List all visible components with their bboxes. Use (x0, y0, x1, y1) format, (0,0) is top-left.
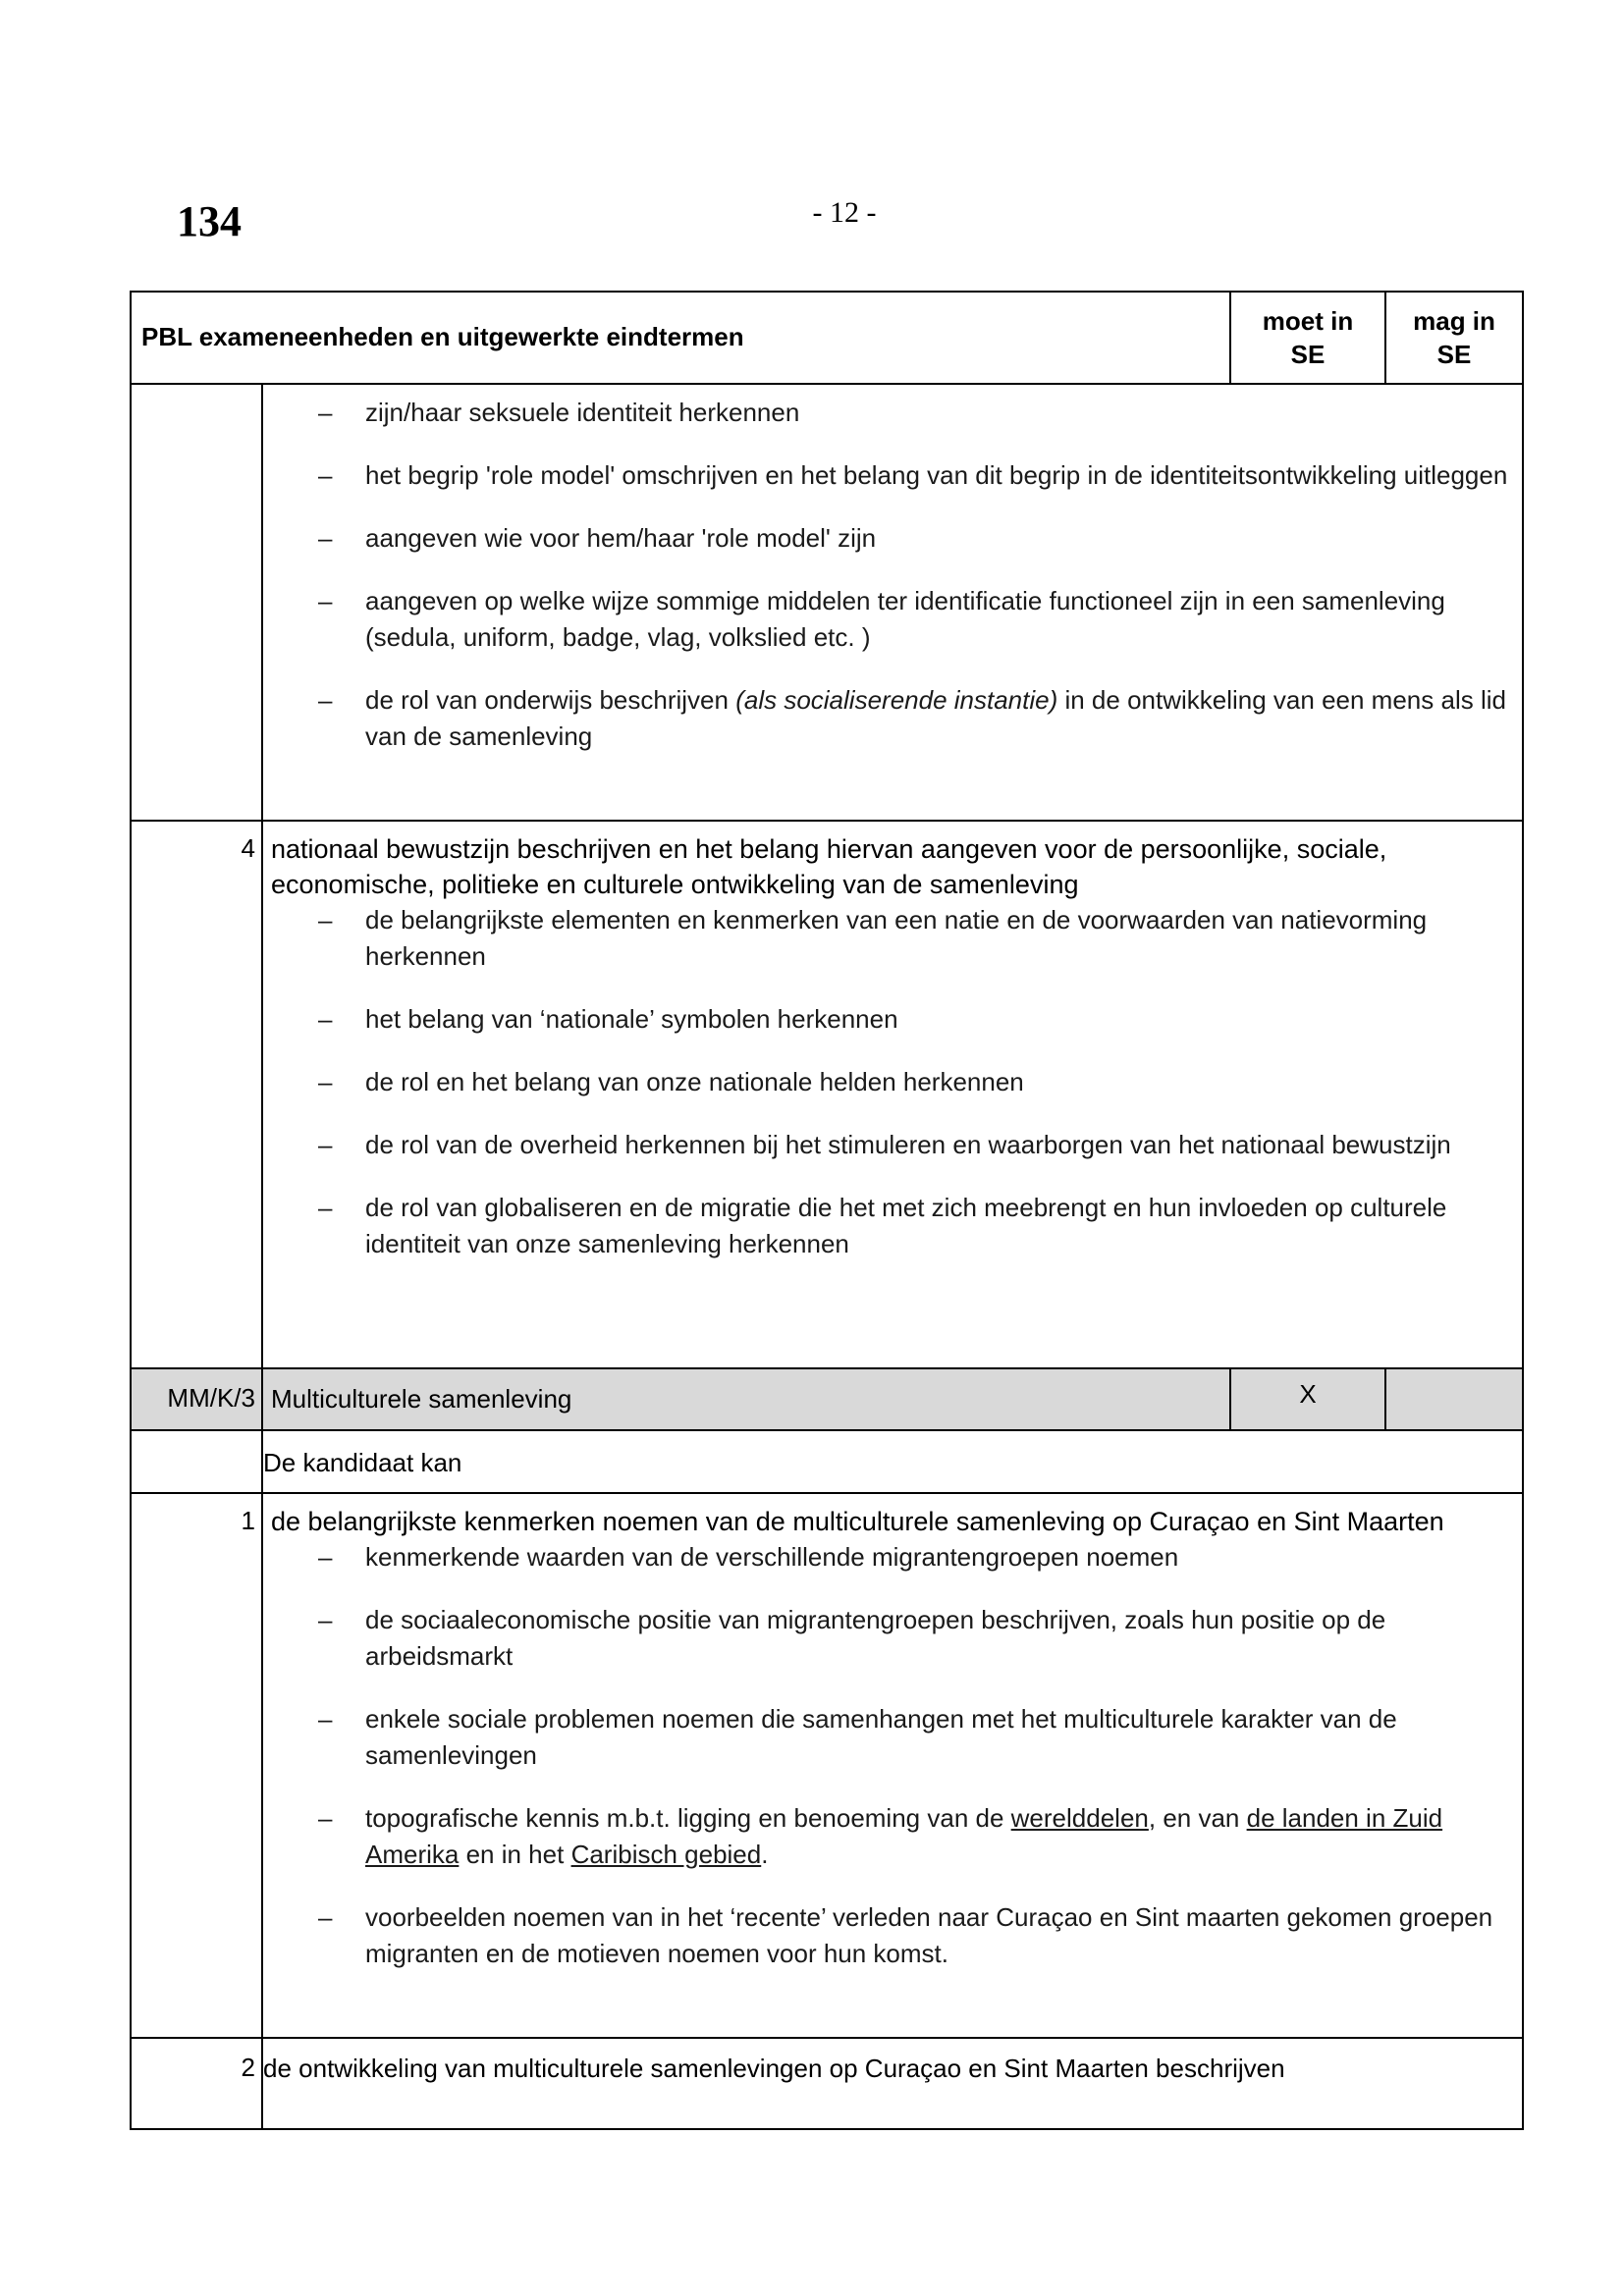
intro-row (131, 1430, 1523, 1493)
dash-bullet-icon: – (318, 1542, 333, 1572)
list-item-text: , en van (1148, 1803, 1247, 1833)
row-number (131, 384, 262, 821)
list-item (318, 1064, 1512, 1100)
row-content (262, 821, 1523, 1368)
list-item-text: zijn/haar seksuele identiteit herkennen (365, 398, 800, 427)
list-item-text: voorbeelden noemen van in het ‘recente’ verleden naar Curaçao en Sint maarten gekomen groepen migranten en de motieven noemen voor hun komst. (365, 1902, 1493, 1968)
dash-bullet-icon: – (318, 1605, 333, 1634)
row-number: 1 (131, 1493, 262, 2038)
header-moet-line2: SE (1290, 340, 1326, 369)
list-item (318, 1539, 1512, 1575)
list-item-text: in de ontwikkeling van een mens als lid van de samenleving (365, 685, 1506, 751)
row-number (131, 1430, 262, 1493)
list-item-text: de rol van globaliseren en de migratie die het met zich meebrengt en hun invloeden op culturele identiteit van onze samenleving herkennen (365, 1193, 1447, 1258)
list-item (318, 1800, 1512, 1873)
unit-row (131, 1368, 1523, 1430)
list-item (318, 682, 1512, 755)
list-item (318, 457, 1512, 494)
intro-text: De kandidaat kan (262, 1430, 1523, 1493)
unit-code: MM/K/3 (131, 1368, 262, 1430)
dash-bullet-icon: – (318, 905, 333, 934)
list-item-text: de rol van de overheid herkennen bij het stimuleren en waarborgen van het nationaal bewustzijn (365, 1130, 1451, 1159)
italic-note: (als socialiserende instantie) (735, 685, 1058, 715)
dash-bullet-icon: – (318, 685, 333, 715)
dash-bullet-icon: – (318, 586, 333, 615)
list-item (318, 583, 1512, 656)
dash-bullet-icon: – (318, 1803, 333, 1833)
list-item (318, 1127, 1512, 1163)
table-header-row (131, 292, 1523, 384)
list-item (318, 1190, 1512, 1262)
list-item (318, 395, 1512, 431)
objective-lead: de belangrijkste kenmerken noemen van de multiculturele samenleving op Curaçao en Sint Maarten (271, 1507, 1444, 1536)
page-number: - 12 - (812, 196, 877, 229)
unit-moet-mark: X (1230, 1368, 1385, 1430)
list-item (318, 1701, 1512, 1774)
bullet-list (263, 1539, 1522, 1972)
list-item (318, 520, 1512, 557)
row-content (262, 384, 1523, 821)
row-number: 2 (131, 2038, 262, 2129)
header-title: PBL exameneenheden en uitgewerkte eindtermen (131, 292, 1230, 384)
dash-bullet-icon: – (318, 1193, 333, 1222)
underlined-term: de landen in Zuid Amerika (365, 1803, 1443, 1869)
row-content (262, 1493, 1523, 2038)
list-item (318, 1899, 1512, 1972)
list-item-text: de sociaaleconomische positie van migrantengroepen beschrijven, zoals hun positie op de arbeidsmarkt (365, 1605, 1386, 1671)
objective-lead: de ontwikkeling van multiculturele samenlevingen op Curaçao en Sint Maarten beschrijven (262, 2038, 1523, 2129)
header-moet-line1: moet in (1262, 306, 1354, 336)
dash-bullet-icon: – (318, 1902, 333, 1932)
list-item (318, 1602, 1512, 1675)
unit-title: Multiculturele samenleving (262, 1368, 1230, 1430)
list-item-text: aangeven op welke wijze sommige middelen ter identificatie functioneel zijn in een samenleving (sedula, uniform, badge, vlag, volkslied etc. ) (365, 586, 1445, 652)
list-item-text: de rol van onderwijs beschrijven (365, 685, 736, 715)
dash-bullet-icon: – (318, 1130, 333, 1159)
header-mag-line1: mag in (1413, 306, 1495, 336)
table-row-objective-2 (131, 2038, 1523, 2129)
dash-bullet-icon: – (318, 1704, 333, 1734)
table-row-objective-1 (131, 1493, 1523, 2038)
list-item-text: enkele sociale problemen noemen die samenhangen met het multiculturele karakter van de samenlevingen (365, 1704, 1397, 1770)
table-row-objective-4 (131, 821, 1523, 1368)
header-mag-line2: SE (1436, 340, 1472, 369)
exam-units-table (130, 291, 1524, 2130)
bullet-list (263, 385, 1522, 755)
dash-bullet-icon: – (318, 523, 333, 553)
list-item-text: het belang van ‘nationale’ symbolen herkennen (365, 1004, 898, 1034)
list-item-text: het begrip 'role model' omschrijven en het belang van dit begrip in de identiteitsontwikkeling uitleggen (365, 460, 1508, 490)
header-mag-in-se (1385, 292, 1523, 384)
list-item (318, 902, 1512, 975)
dash-bullet-icon: – (318, 1067, 333, 1096)
list-item-text: en in het (459, 1840, 571, 1869)
dash-bullet-icon: – (318, 398, 333, 427)
objective-lead: nationaal bewustzijn beschrijven en het belang hiervan aangeven voor de persoonlijke, sociale, economische, politieke en culturele ontwikkeling van de samenleving (271, 834, 1387, 899)
header-moet-in-se (1230, 292, 1385, 384)
bullet-list (263, 902, 1522, 1262)
list-item-text: kenmerkende waarden van de verschillende migrantengroepen noemen (365, 1542, 1179, 1572)
list-item-text: . (761, 1840, 769, 1869)
dash-bullet-icon: – (318, 1004, 333, 1034)
document-code: 134 (177, 197, 242, 245)
unit-mag-mark (1385, 1368, 1523, 1430)
underlined-term: Caribisch gebied (570, 1840, 762, 1869)
dash-bullet-icon: – (318, 460, 333, 490)
list-item (318, 1001, 1512, 1038)
list-item-text: de belangrijkste elementen en kenmerken van een natie en de voorwaarden van natievorming herkennen (365, 905, 1428, 971)
list-item-text: topografische kennis m.b.t. ligging en benoeming van de (365, 1803, 1011, 1833)
underlined-term: werelddelen (1010, 1803, 1149, 1833)
table-row-continued (131, 384, 1523, 821)
row-number: 4 (131, 821, 262, 1368)
list-item-text: de rol en het belang van onze nationale helden herkennen (365, 1067, 1024, 1096)
list-item-text: aangeven wie voor hem/haar 'role model' zijn (365, 523, 877, 553)
